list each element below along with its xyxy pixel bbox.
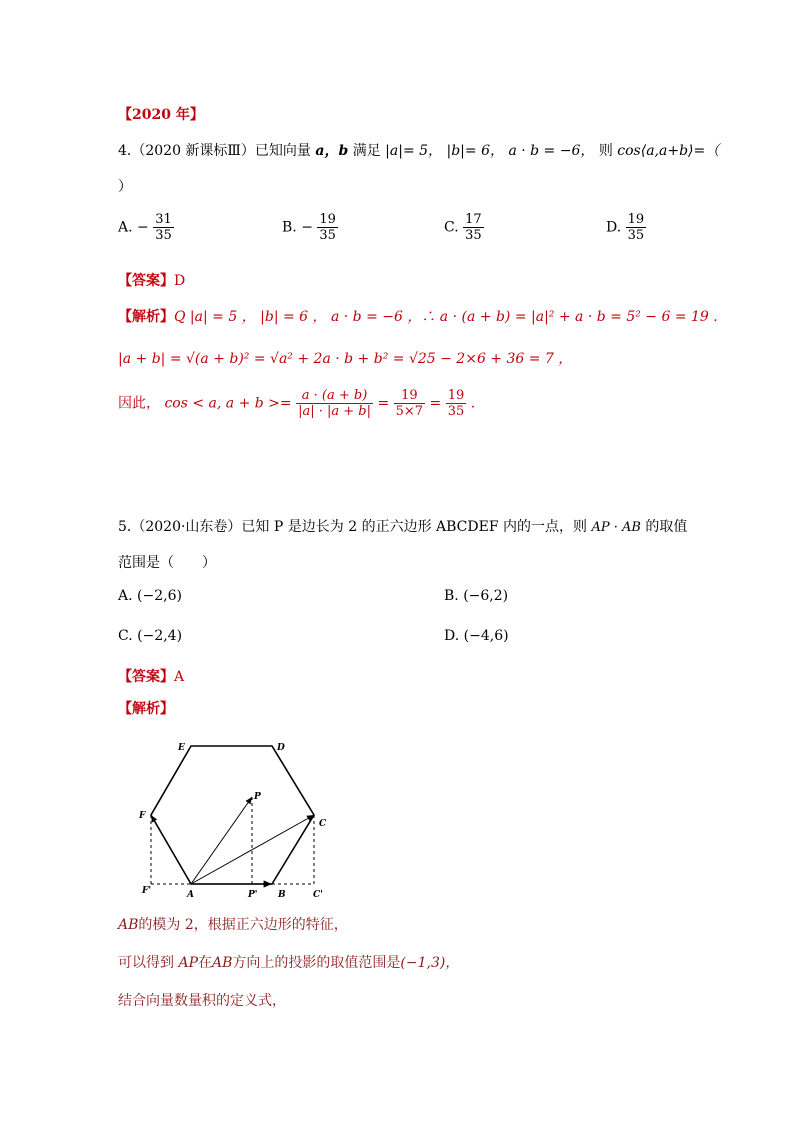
q4-choice-c[interactable] <box>444 212 484 243</box>
q5-answer <box>118 666 184 686</box>
q4-choice-b[interactable] <box>282 212 338 243</box>
q4-dot: a · b = −6， <box>508 143 595 159</box>
choice-label: B. <box>282 219 297 236</box>
solution-fraction-3 <box>446 388 467 419</box>
q5-choice-a[interactable] <box>118 588 182 604</box>
q4-stem-text: 4.（2020 新课标Ⅲ）已知向量 <box>118 143 311 159</box>
vector-ac <box>191 815 314 884</box>
q5-stem-tail: 的取值 <box>645 519 688 535</box>
choice-value: (−2,4) <box>137 628 183 644</box>
label-d: D <box>277 743 285 753</box>
choice-label: B. <box>444 588 459 604</box>
q5-analysis-line3: 结合向量数量积的定义式， <box>118 993 286 1009</box>
q4-choice-a[interactable] <box>118 212 174 243</box>
analysis-label: 【解析】 <box>118 309 174 325</box>
q4-solution-line3 <box>118 388 475 419</box>
numerator: 19 <box>401 388 418 403</box>
choice-sign: − <box>137 219 149 236</box>
choice-label: C. <box>118 628 133 644</box>
answer-label: 【答案】 <box>118 273 174 289</box>
section-header: 【2020 年】 <box>118 107 204 123</box>
vector-ap-label: AP <box>178 955 198 971</box>
label-a: A <box>187 890 194 900</box>
analysis-text: 的模为 2，根据正六边形的特征， <box>138 917 348 933</box>
solution-text: Q |a| = 5 ， |b| = 6 ， a · b = −6 ，∴ a · (a + b) = |a|² + a · b = 5² − 6 = 19 . <box>174 309 718 325</box>
analysis-text: 可以得到 <box>118 955 174 971</box>
q4-cos: cos⟨a,a+b⟩=（ <box>617 143 720 159</box>
q5-stem-text: 5.（2020·山东卷）已知 P 是边长为 2 的正六边形 ABCDEF 内的一点，则 <box>118 519 587 535</box>
vector-ab-label: AB <box>211 955 233 971</box>
q4-solution-line1 <box>118 306 718 326</box>
label-e: E <box>178 743 185 753</box>
numerator: 31 <box>155 212 172 227</box>
hexagon-outline <box>151 746 314 884</box>
label-b: B <box>278 890 286 900</box>
choice-label: C. <box>444 219 459 236</box>
equals-sign: = <box>429 395 442 412</box>
denominator: 35 <box>155 228 172 243</box>
q5-stem <box>118 516 687 536</box>
q5-analysis-label: 【解析】 <box>118 701 174 717</box>
label-c-prime: C' <box>313 890 323 900</box>
numerator: 19 <box>627 212 645 227</box>
choice-value: (−4,6) <box>463 628 509 644</box>
choice-fraction <box>626 212 647 243</box>
q5-vectors: AP · AB <box>591 520 641 535</box>
equals-sign: = <box>377 395 390 412</box>
choice-label: D. <box>606 219 622 236</box>
numerator: 19 <box>447 388 465 403</box>
solution-fraction-2 <box>394 388 425 419</box>
vector-ap <box>191 797 252 884</box>
vector-af <box>151 815 191 884</box>
vector-ab-label: AB <box>118 917 139 933</box>
choice-sign: − <box>301 219 313 236</box>
numerator: 19 <box>319 212 336 227</box>
label-p-prime: P' <box>248 890 258 900</box>
analysis-text: 方向上的投影的取值范围是 <box>232 955 401 971</box>
numerator: a · (a + b) <box>301 388 368 403</box>
hexagon-figure <box>130 735 340 900</box>
choice-value: (−6,2) <box>463 588 509 604</box>
q4-choice-d[interactable] <box>606 212 646 243</box>
q5-choice-b[interactable] <box>444 588 508 604</box>
label-c: C <box>319 819 327 829</box>
q4-solution-line2: |a + b| = √(a + b)² = √a² + 2a · b + b² = √25 − 2×6 + 36 = 7 ， <box>118 351 573 367</box>
choice-fraction <box>463 212 484 243</box>
q4-vars: a，b <box>315 143 349 159</box>
choice-fraction <box>317 212 338 243</box>
q5-analysis-line2 <box>118 952 459 972</box>
q4-then: 则 <box>598 143 613 159</box>
label-p: P <box>254 792 261 802</box>
answer-label: 【答案】 <box>118 669 174 685</box>
denominator: |a| · |a + b| <box>298 404 371 419</box>
solution-period: . <box>470 395 476 412</box>
choice-value: (−2,6) <box>137 588 182 604</box>
q4-norm-a: |a|= 5， <box>385 143 443 159</box>
answer-value: D <box>174 273 186 289</box>
solution-prefix: 因此， <box>118 395 160 412</box>
solution-fraction-1 <box>296 388 373 419</box>
choice-label: D. <box>444 628 460 644</box>
projection-range: (−1,3)， <box>400 955 460 971</box>
q4-stem-close: ） <box>118 179 132 195</box>
answer-value: A <box>174 669 185 685</box>
denominator: 35 <box>319 228 336 243</box>
q4-cond: 满足 <box>352 143 381 159</box>
denominator: 35 <box>447 404 465 419</box>
q5-stem-line2: 范围是（ ） <box>118 555 216 571</box>
analysis-text: 在 <box>197 955 212 971</box>
numerator: 17 <box>465 212 482 227</box>
denominator: 35 <box>465 228 482 243</box>
label-f: F <box>139 811 146 821</box>
label-f-prime: F' <box>142 886 152 896</box>
denominator: 35 <box>627 228 645 243</box>
q5-choice-d[interactable] <box>444 628 509 644</box>
q4-stem <box>118 140 719 160</box>
choice-label: A. <box>118 219 133 236</box>
choice-fraction <box>153 212 174 243</box>
denominator: 5×7 <box>395 404 424 419</box>
solution-lhs: cos < a, a + b >= <box>164 395 292 412</box>
q5-choice-c[interactable] <box>118 628 182 644</box>
q4-norm-b: |b|= 6， <box>446 143 504 159</box>
choice-label: A. <box>118 588 133 604</box>
q5-analysis-line1 <box>118 914 348 934</box>
q4-answer <box>118 270 185 290</box>
